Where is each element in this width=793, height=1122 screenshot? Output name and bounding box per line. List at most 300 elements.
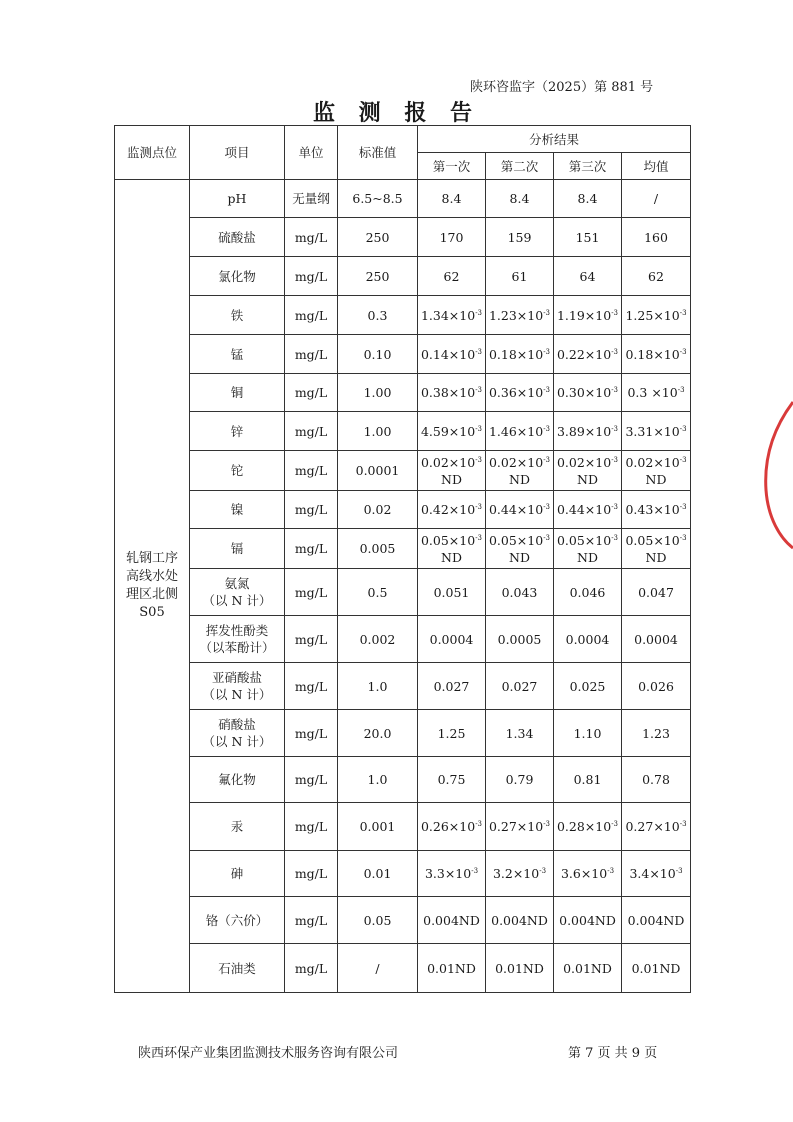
result-cell: [622, 451, 691, 491]
item-cell: [190, 851, 285, 897]
result-cell: [486, 491, 554, 529]
footer-company: 陕西环保产业集团监测技术服务咨询有限公司: [138, 1046, 399, 1061]
standard-cell: 1.0: [338, 663, 418, 710]
result-cell: [486, 944, 554, 993]
result-value: [622, 307, 690, 324]
result-base: 0.05×10: [625, 532, 680, 548]
result-cell: [418, 257, 486, 296]
result-exponent: -3: [679, 503, 687, 511]
result-cell: [622, 257, 691, 296]
item-name: 砷: [230, 866, 244, 881]
result-value: [486, 865, 553, 882]
result-value: [486, 771, 553, 788]
result-base: 4.59×10: [420, 423, 476, 439]
standard-cell: /: [338, 944, 418, 993]
result-cell: [622, 218, 691, 257]
monitoring-table: [114, 125, 691, 993]
header-site: 监测点位: [115, 126, 190, 180]
standard-cell: 0.001: [338, 803, 418, 851]
result-value: [418, 229, 485, 246]
result-base: 0.02×10: [625, 454, 680, 470]
result-cell: [622, 491, 691, 529]
result-base: 1.23×10: [488, 307, 544, 323]
result-value: [554, 725, 621, 742]
result-value: [486, 532, 553, 549]
result-cell: [622, 180, 691, 218]
result-nd-flag: ND: [645, 549, 667, 565]
site-label-line: 高线水处: [125, 569, 178, 584]
result-base: 151: [575, 229, 600, 245]
result-base: 3.89×10: [556, 423, 612, 439]
result-cell: [622, 616, 691, 663]
table-row: [115, 451, 691, 491]
header-analysis: 分析结果: [418, 126, 691, 153]
result-exponent: -3: [607, 867, 615, 875]
result-value: [486, 501, 553, 518]
result-value: [622, 771, 690, 788]
item-name: 氨氮: [224, 576, 250, 591]
result-cell: [622, 851, 691, 897]
result-exponent: -3: [611, 455, 619, 464]
result-cell: [418, 757, 486, 803]
site-label-line: 轧钢工序: [125, 551, 178, 566]
result-value: [486, 960, 553, 977]
unit-cell: mg/L: [285, 335, 338, 374]
result-value: [622, 229, 690, 246]
result-exponent: -3: [475, 308, 483, 317]
result-value: [622, 584, 690, 601]
unit-cell: mg/L: [285, 851, 338, 897]
standard-cell: 0.0001: [338, 451, 418, 491]
item-name: 镍: [230, 502, 244, 517]
result-exponent: -3: [475, 455, 483, 464]
result-exponent: -3: [543, 820, 551, 828]
table-row: [115, 944, 691, 993]
unit-cell: mg/L: [285, 757, 338, 803]
result-base: 1.34: [505, 725, 534, 741]
result-base: 170: [439, 229, 464, 245]
result-exponent: -3: [611, 820, 619, 828]
unit-cell: mg/L: [285, 218, 338, 257]
item-cell: [190, 491, 285, 529]
table-row: [115, 803, 691, 851]
result-value: [622, 678, 690, 695]
item-name: 氟化物: [218, 772, 256, 787]
result-base: 0.0005: [497, 631, 542, 647]
result-base: 0.01ND: [631, 960, 681, 976]
result-cell: [486, 757, 554, 803]
page-title: 监 测 报 告: [313, 100, 480, 126]
item-cell: [190, 180, 285, 218]
item-name: 硫酸盐: [218, 229, 256, 245]
result-cell: [622, 803, 691, 851]
unit-cell: mg/L: [285, 710, 338, 757]
item-cell: [190, 663, 285, 710]
result-value: [554, 771, 621, 788]
result-base: 0.01ND: [495, 960, 544, 976]
result-base: 0.051: [433, 584, 470, 600]
result-exponent: -3: [611, 533, 619, 542]
result-value: [418, 678, 485, 695]
result-base: 0.01ND: [427, 960, 476, 976]
result-base: 3.2×10: [492, 866, 540, 881]
result-base: 1.25×10: [625, 307, 680, 323]
table-row: [115, 897, 691, 944]
result-value: [622, 960, 690, 977]
result-exponent: -3: [611, 503, 619, 511]
result-value: [486, 268, 553, 285]
result-cell: [554, 335, 622, 374]
result-base: 0.05×10: [488, 532, 544, 548]
item-cell: [190, 757, 285, 803]
unit-cell: mg/L: [285, 569, 338, 616]
result-cell: [554, 529, 622, 569]
result-base: 0.02×10: [488, 454, 544, 470]
table-row: [115, 374, 691, 412]
result-nd-flag: ND: [441, 471, 462, 487]
standard-cell: 250: [338, 218, 418, 257]
result-exponent: -3: [475, 386, 483, 394]
unit-cell: mg/L: [285, 412, 338, 451]
result-exponent: -3: [679, 533, 687, 542]
table-row: [115, 616, 691, 663]
header-second: 第二次: [486, 153, 554, 180]
result-exponent: -3: [611, 424, 619, 433]
table-row: [115, 257, 691, 296]
result-base: /: [653, 191, 659, 206]
result-cell: [554, 803, 622, 851]
item-cell: [190, 569, 285, 616]
result-base: 0.02×10: [420, 454, 476, 470]
result-base: 0.05×10: [420, 532, 476, 548]
result-value: [622, 384, 690, 401]
result-exponent: -3: [679, 455, 687, 464]
item-name: 汞: [230, 819, 244, 834]
result-value: [418, 584, 485, 601]
result-base: 0.05×10: [556, 532, 612, 548]
result-base: 3.6×10: [560, 866, 608, 881]
standard-cell: 0.002: [338, 616, 418, 663]
item-name: pH: [227, 191, 247, 206]
result-value: [554, 384, 621, 401]
result-cell: [554, 757, 622, 803]
result-cell: [486, 663, 554, 710]
result-value: [622, 268, 690, 285]
standard-cell: 0.3: [338, 296, 418, 335]
result-value: [554, 501, 621, 518]
table-row: [115, 757, 691, 803]
result-base: 0.44×10: [556, 502, 612, 517]
result-exponent: -3: [679, 424, 687, 433]
result-exponent: -3: [611, 386, 619, 394]
result-base: 1.25: [437, 725, 466, 741]
result-base: 8.4: [441, 191, 462, 206]
result-exponent: -3: [475, 533, 483, 542]
result-exponent: -3: [475, 347, 483, 356]
result-value: [622, 423, 690, 440]
result-exponent: -3: [679, 308, 687, 317]
result-base: 0.79: [505, 772, 534, 787]
result-cell: [486, 616, 554, 663]
item-name: 铁: [230, 307, 244, 323]
result-cell: [554, 944, 622, 993]
result-value: [554, 818, 621, 835]
unit-cell: mg/L: [285, 663, 338, 710]
item-name: 镉: [230, 541, 244, 556]
result-exponent: -3: [475, 503, 483, 511]
result-base: 0.30×10: [556, 385, 612, 400]
header-item: 项目: [190, 126, 285, 180]
result-exponent: -3: [543, 347, 551, 356]
result-base: 0.004ND: [559, 912, 616, 928]
result-exponent: -3: [677, 386, 685, 394]
result-cell: [486, 374, 554, 412]
site-label-line: 理区北侧: [125, 587, 178, 602]
result-value: [418, 190, 485, 207]
result-base: 1.23: [642, 725, 670, 741]
result-base: 0.0004: [634, 631, 678, 647]
result-cell: [418, 335, 486, 374]
result-value: [554, 190, 621, 207]
result-base: 8.4: [577, 191, 598, 206]
result-exponent: -3: [543, 455, 551, 464]
result-value: [418, 771, 485, 788]
standard-cell: 6.5~8.5: [338, 180, 418, 218]
result-cell: [418, 491, 486, 529]
result-exponent: -3: [543, 424, 551, 433]
result-base: 0.004ND: [627, 912, 685, 928]
result-cell: [554, 180, 622, 218]
result-cell: [554, 616, 622, 663]
result-value: [554, 631, 621, 648]
result-cell: [622, 529, 691, 569]
result-cell: [554, 897, 622, 944]
result-value: [486, 725, 553, 742]
result-value: [622, 454, 690, 471]
result-cell: [418, 451, 486, 491]
result-base: 159: [507, 229, 532, 245]
result-cell: [622, 335, 691, 374]
item-cell: [190, 218, 285, 257]
result-base: 0.3 ×10: [627, 385, 678, 400]
result-base: 0.18×10: [625, 346, 680, 362]
result-value: [554, 229, 621, 246]
result-base: 0.01ND: [563, 960, 612, 976]
result-value: [418, 454, 485, 471]
result-value: [486, 423, 553, 440]
item-name: 氯化物: [218, 268, 256, 284]
result-cell: [418, 218, 486, 257]
result-value: [554, 423, 621, 440]
result-base: 3.31×10: [625, 423, 680, 439]
unit-cell: mg/L: [285, 374, 338, 412]
result-cell: [418, 374, 486, 412]
item-name: （以 N 计）: [202, 734, 272, 749]
standard-cell: 0.5: [338, 569, 418, 616]
result-base: 0.36×10: [488, 385, 544, 400]
result-cell: [622, 569, 691, 616]
result-exponent: -3: [539, 867, 547, 875]
result-cell: [622, 412, 691, 451]
table-row: [115, 663, 691, 710]
result-base: 1.46×10: [488, 423, 544, 439]
result-cell: [486, 180, 554, 218]
result-value: [418, 501, 485, 518]
result-base: 62: [648, 268, 664, 284]
result-cell: [418, 412, 486, 451]
result-base: 0.44×10: [488, 502, 544, 517]
footer-page-number: 第 7 页 共 9 页: [568, 1046, 658, 1061]
item-cell: [190, 897, 285, 944]
item-name: 铬（六价）: [205, 912, 269, 928]
result-base: 0.027: [501, 678, 538, 694]
result-value: [554, 532, 621, 549]
result-cell: [554, 663, 622, 710]
unit-cell: mg/L: [285, 616, 338, 663]
result-value: [486, 229, 553, 246]
unit-cell: mg/L: [285, 257, 338, 296]
result-value: [418, 912, 485, 929]
result-cell: [554, 257, 622, 296]
result-nd-flag: ND: [509, 549, 530, 565]
result-base: 3.4×10: [629, 866, 676, 881]
result-base: 0.42×10: [420, 502, 476, 517]
result-cell: [622, 944, 691, 993]
standard-cell: 1.0: [338, 757, 418, 803]
result-cell: [622, 296, 691, 335]
item-name: （以 N 计）: [202, 593, 272, 608]
result-cell: [418, 897, 486, 944]
result-value: [554, 678, 621, 695]
result-cell: [622, 757, 691, 803]
item-name: 锌: [230, 423, 244, 439]
result-nd-flag: ND: [645, 471, 667, 487]
result-cell: [486, 851, 554, 897]
header-unit: 单位: [285, 126, 338, 180]
result-base: 1.10: [573, 725, 602, 741]
result-base: 0.78: [642, 772, 670, 787]
header-standard: 标准值: [338, 126, 418, 180]
result-base: 0.043: [501, 584, 538, 600]
result-cell: [554, 491, 622, 529]
result-value: [418, 631, 485, 648]
item-cell: [190, 803, 285, 851]
result-base: 0.28×10: [556, 819, 612, 834]
result-value: [486, 454, 553, 471]
result-cell: [418, 529, 486, 569]
standard-cell: 0.005: [338, 529, 418, 569]
result-cell: [418, 616, 486, 663]
result-value: [418, 307, 485, 324]
result-base: 0.025: [569, 678, 606, 694]
result-cell: [486, 257, 554, 296]
result-value: [418, 818, 485, 835]
result-value: [622, 190, 690, 207]
result-exponent: -3: [543, 533, 551, 542]
result-value: [554, 584, 621, 601]
table-row: [115, 180, 691, 218]
seal-arc: [766, 402, 793, 548]
result-cell: [486, 529, 554, 569]
result-cell: [554, 374, 622, 412]
result-base: 0.02×10: [556, 454, 612, 470]
result-cell: [418, 851, 486, 897]
result-nd-flag: ND: [577, 549, 598, 565]
company-seal-stamp: [760, 400, 793, 550]
result-exponent: -3: [679, 820, 687, 828]
result-base: 160: [644, 229, 668, 245]
item-name: 亚硝酸盐: [211, 670, 262, 685]
result-cell: [622, 710, 691, 757]
result-value: [554, 307, 621, 324]
result-exponent: -3: [543, 308, 551, 317]
item-cell: [190, 451, 285, 491]
result-value: [418, 725, 485, 742]
result-value: [554, 268, 621, 285]
item-cell: [190, 616, 285, 663]
result-cell: [554, 218, 622, 257]
item-name: 石油类: [218, 960, 256, 976]
standard-cell: 0.01: [338, 851, 418, 897]
item-name: （以 N 计）: [202, 687, 272, 702]
result-value: [622, 818, 690, 835]
result-base: 0.22×10: [556, 346, 612, 362]
header-average: 均值: [622, 153, 691, 180]
result-value: [418, 532, 485, 549]
result-cell: [418, 296, 486, 335]
unit-cell: mg/L: [285, 897, 338, 944]
result-value: [622, 725, 690, 742]
result-base: 0.75: [437, 772, 466, 787]
result-value: [554, 912, 621, 929]
table-body: [115, 180, 691, 993]
result-value: [486, 631, 553, 648]
result-base: 1.34×10: [420, 307, 476, 323]
result-value: [622, 501, 690, 518]
header-third: 第三次: [554, 153, 622, 180]
result-value: [486, 584, 553, 601]
result-value: [418, 268, 485, 285]
result-base: 0.047: [638, 584, 674, 600]
item-name: 硝酸盐: [218, 717, 256, 732]
result-exponent: -3: [611, 347, 619, 356]
result-base: 0.004ND: [491, 912, 548, 928]
result-value: [554, 346, 621, 363]
result-base: 1.19×10: [556, 307, 612, 323]
result-nd-flag: ND: [441, 549, 462, 565]
item-cell: [190, 710, 285, 757]
standard-cell: 1.00: [338, 412, 418, 451]
result-exponent: -3: [471, 867, 479, 875]
table-row: [115, 491, 691, 529]
table-row: [115, 218, 691, 257]
result-base: 0.0004: [429, 631, 474, 647]
result-cell: [486, 412, 554, 451]
item-name: 挥发性酚类: [205, 623, 269, 638]
item-cell: [190, 944, 285, 993]
result-value: [486, 678, 553, 695]
table-row: [115, 851, 691, 897]
result-nd-flag: ND: [509, 471, 530, 487]
result-value: [486, 818, 553, 835]
standard-cell: 250: [338, 257, 418, 296]
table-row: [115, 710, 691, 757]
result-base: 0.046: [569, 584, 606, 600]
standard-cell: 20.0: [338, 710, 418, 757]
result-value: [622, 346, 690, 363]
report-number: 陕环咨监字（2025）第 881 号: [470, 80, 654, 95]
result-base: 8.4: [509, 191, 530, 206]
